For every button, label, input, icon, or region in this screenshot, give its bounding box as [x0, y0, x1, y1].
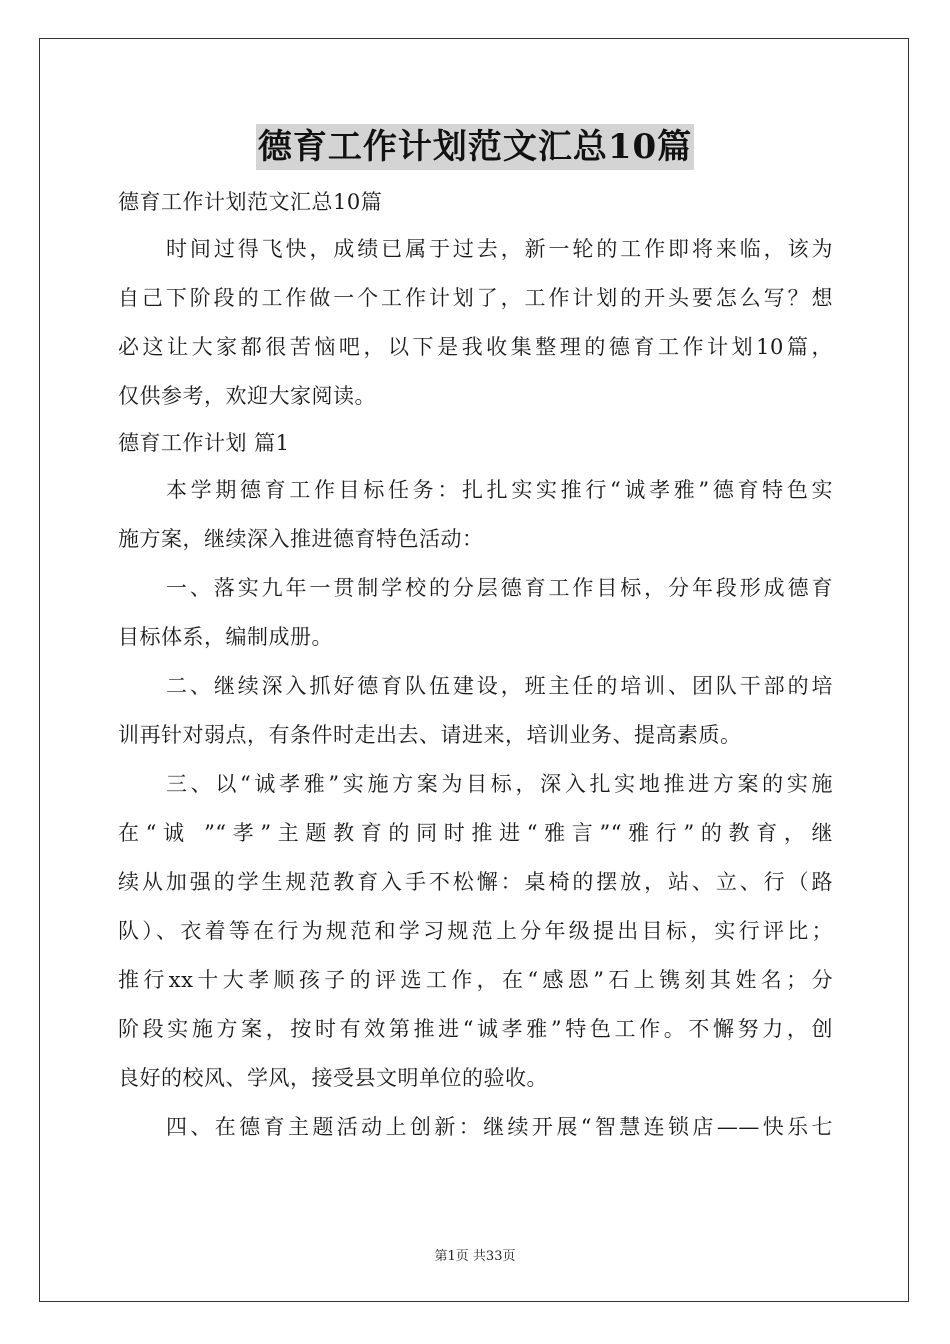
paragraph-line: 一、落实九年一贯制学校的分层德育工作目标，分年段形成德育 — [166, 576, 833, 600]
section-heading: 德育工作计划 篇1 — [118, 431, 290, 455]
paragraph-line: 二、继续深入抓好德育队伍建设，班主任的培训、团队干部的培 — [166, 674, 833, 698]
paragraph-item-3 — [118, 760, 833, 1103]
page-footer: 第1页 共33页 — [434, 1249, 516, 1264]
document-subtitle: 德育工作计划范文汇总10篇 — [118, 190, 383, 214]
paragraph-line: 阶段实施方案，按时有效第推进“诚孝雅”特色工作。不懈努力，创 — [118, 1017, 833, 1041]
paragraph-line: 本学期德育工作目标任务：扎扎实实推行“诚孝雅”德育特色实 — [166, 478, 833, 502]
paragraph-item-4 — [118, 1103, 833, 1152]
paragraph-line: 施方案，继续深入推进德育特色活动： — [118, 527, 484, 551]
paragraph-goals — [118, 466, 833, 564]
title-block — [0, 124, 950, 170]
paragraph-line: 续从加强的学生规范教育入手不松懈：桌椅的摆放，站、立、行（路 — [118, 870, 833, 894]
paragraph-line: 训再针对弱点，有条件时走出去、请进来，培训业务、提高素质。 — [118, 723, 742, 747]
paragraph-line: 推行xx十大孝顺孩子的评选工作，在“感恩”石上镌刻其姓名；分 — [118, 968, 833, 992]
paragraph-line: 仅供参考，欢迎大家阅读。 — [118, 384, 376, 408]
paragraph-line: 队）、衣着等在行为规范和学习规范上分年级提出目标，实行评比； — [118, 919, 833, 943]
document-title: 德育工作计划范文汇总10篇 — [256, 124, 694, 170]
paragraph-line: 四、在德育主题活动上创新：继续开展“智慧连锁店——快乐七 — [166, 1115, 833, 1139]
paragraph-line: 在“诚 ”“孝”主题教育的同时推进“雅言”“雅行”的教育，继 — [118, 821, 833, 845]
paragraph-item-1 — [118, 564, 833, 662]
paragraph-line: 自己下阶段的工作做一个工作计划了，工作计划的开头要怎么写？想 — [118, 286, 833, 310]
paragraph-item-2 — [118, 662, 833, 760]
paragraph-line: 目标体系，编制成册。 — [118, 625, 333, 649]
intro-paragraph — [118, 225, 833, 421]
paragraph-line: 时间过得飞快，成绩已属于过去，新一轮的工作即将来临，该为 — [166, 237, 833, 261]
paragraph-line: 三、以“诚孝雅”实施方案为目标，深入扎实地推进方案的实施 — [166, 772, 833, 796]
paragraph-line: 良好的校风、学风，接受县文明单位的验收。 — [118, 1066, 548, 1090]
document-body — [118, 180, 833, 1152]
paragraph-line: 必这让大家都很苦恼吧，以下是我收集整理的德育工作计划10篇， — [118, 335, 833, 359]
